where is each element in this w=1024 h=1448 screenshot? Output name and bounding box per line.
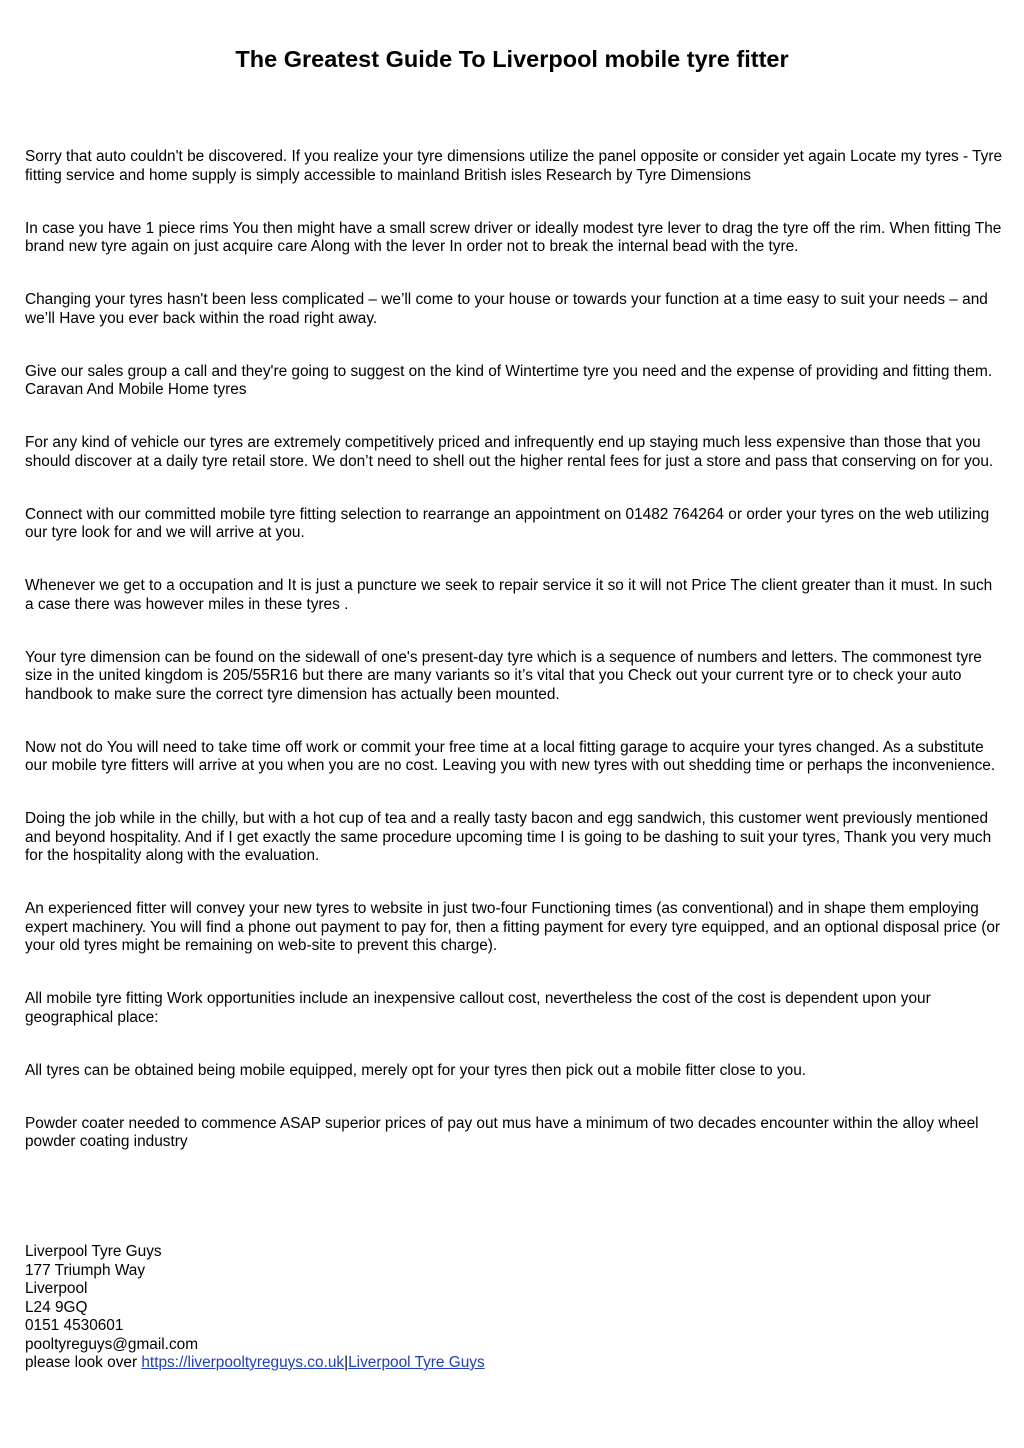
paragraph-12: All mobile tyre fitting Work opportunities include an inexpensive callout cost, nevertheless the cost of the cost is dependent upon your geographical place:	[25, 990, 931, 1026]
paragraph-2: In case you have 1 piece rims You then might have a small screw driver or ideally modest tyre lever to drag the tyre off the rim. When fitting The brand new tyre again on just acquire care Along with the lever In order not to break the internal bead with the tyre.	[25, 219, 1002, 255]
email-address: pooltyreguys@gmail.com	[25, 1335, 199, 1353]
street-address: 177 Triumph Way	[25, 1261, 146, 1279]
paragraph-5: For any kind of vehicle our tyres are extremely competitively priced and infrequently end up staying much less expensive than those that you should discover at a daily tyre retail store. We don’t need to shell out the higher rental fees for just a store and pass that conserving on for you.	[25, 434, 994, 470]
paragraph-3: Changing your tyres hasn't been less complicated – we’ll come to your house or towards your function at a time easy to suit your needs – and we’ll Have you ever back within the road right away.	[25, 291, 988, 327]
phone-number: 0151 4530601	[25, 1317, 124, 1334]
paragraph-6: Connect with our committed mobile tyre fitting selection to rearrange an appointment on 01482 764264 or order your tyres on the web utilizing our tyre look for and we will arrive at you.	[25, 505, 990, 541]
contact-address-block	[25, 1243, 1005, 1373]
business-name: Liverpool Tyre Guys	[25, 1243, 162, 1260]
look-over-prefix: please look over	[25, 1354, 142, 1371]
website-line	[25, 1354, 1005, 1373]
paragraph-7: Whenever we get to a occupation and It is just a puncture we seek to repair service it so it will not Price The client greater than it must. In such a case there was however miles in these tyres .	[25, 577, 993, 613]
page-title: The Greatest Guide To Liverpool mobile tyre fitter	[235, 46, 789, 72]
article-body	[25, 148, 1005, 1186]
paragraph-10: Doing the job while in the chilly, but with a hot cup of tea and a really tasty bacon and egg sandwich, this customer went previously mentioned and beyond hospitality. And if I get exactly the same procedure upcoming time I is going to be dashing to suit your tyres, Thank you very much for the hospitality along with the evaluation.	[25, 810, 992, 864]
website-url-link[interactable]: https://liverpooltyreguys.co.uk	[141, 1354, 345, 1371]
paragraph-14: Powder coater needed to commence ASAP superior prices of pay out mus have a minimum of two decades encounter within the alloy wheel powder coating industry	[25, 1114, 979, 1150]
paragraph-1: Sorry that auto couldn't be discovered. If you realize your tyre dimensions utilize the panel opposite or consider yet again Locate my tyres - Tyre fitting service and home supply is simply accessible to mainland British isles Research by Tyre Dimensions	[25, 148, 1003, 184]
paragraph-11: An experienced fitter will convey your new tyres to website in just two-four Functioning times (as conventional) and in shape them employing expert machinery. You will find a phone out payment to pay for, then a fitting payment for every tyre equipped, and an optional disposal price (or your old tyres might be remaining on web-site to prevent this charge).	[25, 900, 1001, 954]
postcode: L24 9GQ	[25, 1298, 88, 1316]
paragraph-9: Now not do You will need to take time off work or commit your free time at a local fitting garage to acquire your tyres changed. As a substitute our mobile tyre fitters will arrive at you when you are no cost. Leaving you with new tyres with out shedding time or perhaps the inconvenience.	[25, 738, 996, 774]
paragraph-13: All tyres can be obtained being mobile equipped, merely opt for your tyres then pick out a mobile fitter close to you.	[25, 1061, 807, 1079]
city: Liverpool	[25, 1280, 88, 1297]
link-separator: |	[344, 1354, 349, 1371]
website-name-link[interactable]: Liverpool Tyre Guys	[348, 1354, 485, 1371]
paragraph-4: Give our sales group a call and they're going to suggest on the kind of Wintertime tyre you need and the expense of providing and fitting them. Caravan And Mobile Home tyres	[25, 362, 993, 398]
paragraph-8: Your tyre dimension can be found on the sidewall of one's present-day tyre which is a sequence of numbers and letters. The commonest tyre size in the united kingdom is 205/55R16 but there are many variants so it’s vital that you Check out your current tyre or to check your auto handbook to make sure the correct tyre dimension has actually been mounted.	[25, 648, 982, 703]
